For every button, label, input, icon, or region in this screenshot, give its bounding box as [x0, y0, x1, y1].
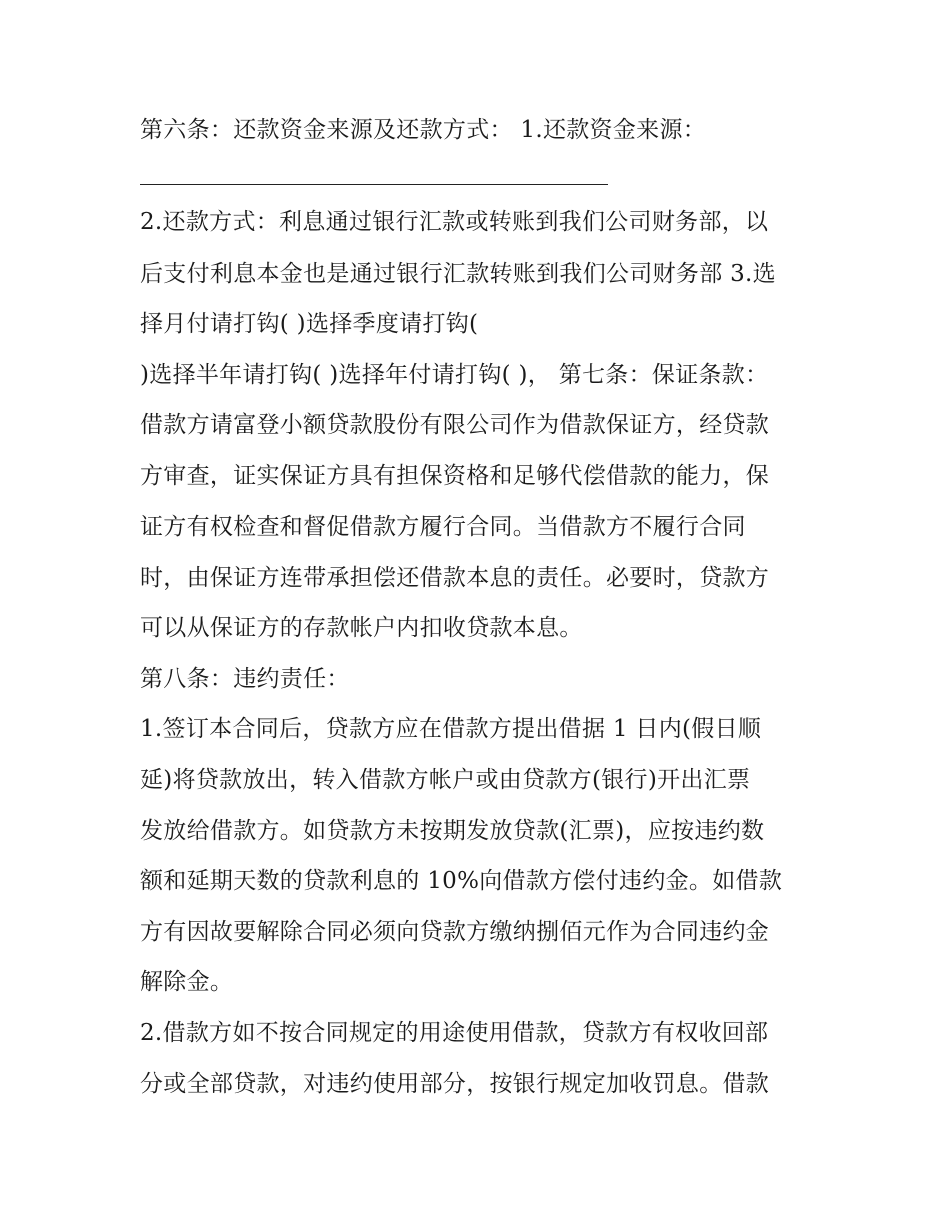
text-line: 择月付请打钩( )选择季度请打钩( — [140, 311, 479, 337]
text-line: 延)将贷款放出，转入借款方帐户或由贷款方(银行)开出汇票 — [140, 767, 751, 793]
text-line: 时，由保证方连带承担偿还借款本息的责任。必要时，贷款方 — [140, 565, 770, 591]
text-line: 可以从保证方的存款帐户内扣收贷款本息。 — [140, 615, 583, 641]
blank-fill-line — [140, 184, 608, 185]
text-line: 额和延期天数的贷款利息的 10%向借款方偿付违约金。如借款 — [140, 868, 783, 894]
text-line: 方有因故要解除合同必须向贷款方缴纳捌佰元作为合同违约金 — [140, 919, 770, 945]
text-line: 分或全部贷款，对违约使用部分，按银行规定加收罚息。借款 — [140, 1071, 770, 1097]
section-heading: 第八条：违约责任： — [140, 666, 350, 692]
text-line: 1.签订本合同后，贷款方应在借款方提出借据 1 日内(假日顺 — [140, 716, 762, 742]
text-line: 第六条：还款资金来源及还款方式： 1.还款资金来源： — [140, 117, 707, 143]
text-line: 发放给借款方。如贷款方未按期发放贷款(汇票)，应按违约数 — [140, 818, 765, 844]
text-line: 借款方请富登小额贷款股份有限公司作为借款保证方，经贷款 — [140, 412, 770, 438]
text-line: 方审查，证实保证方具有担保资格和足够代偿借款的能力，保 — [140, 463, 770, 489]
text-line: 2.借款方如不按合同规定的用途使用借款，贷款方有权收回部 — [140, 1020, 769, 1046]
text-line: 后支付利息本金也是通过银行汇款转账到我们公司财务部 3.选 — [140, 261, 776, 287]
text-line: )选择半年请打钩( )选择年付请打钩( )， 第七条：保证条款： — [140, 362, 769, 388]
text-line: 证方有权检查和督促借款方履行合同。当借款方不履行合同 — [140, 514, 746, 540]
text-line: 解除金。 — [140, 969, 234, 995]
text-line: 2.还款方式：利息通过银行汇款或转账到我们公司财务部，以 — [140, 209, 769, 235]
